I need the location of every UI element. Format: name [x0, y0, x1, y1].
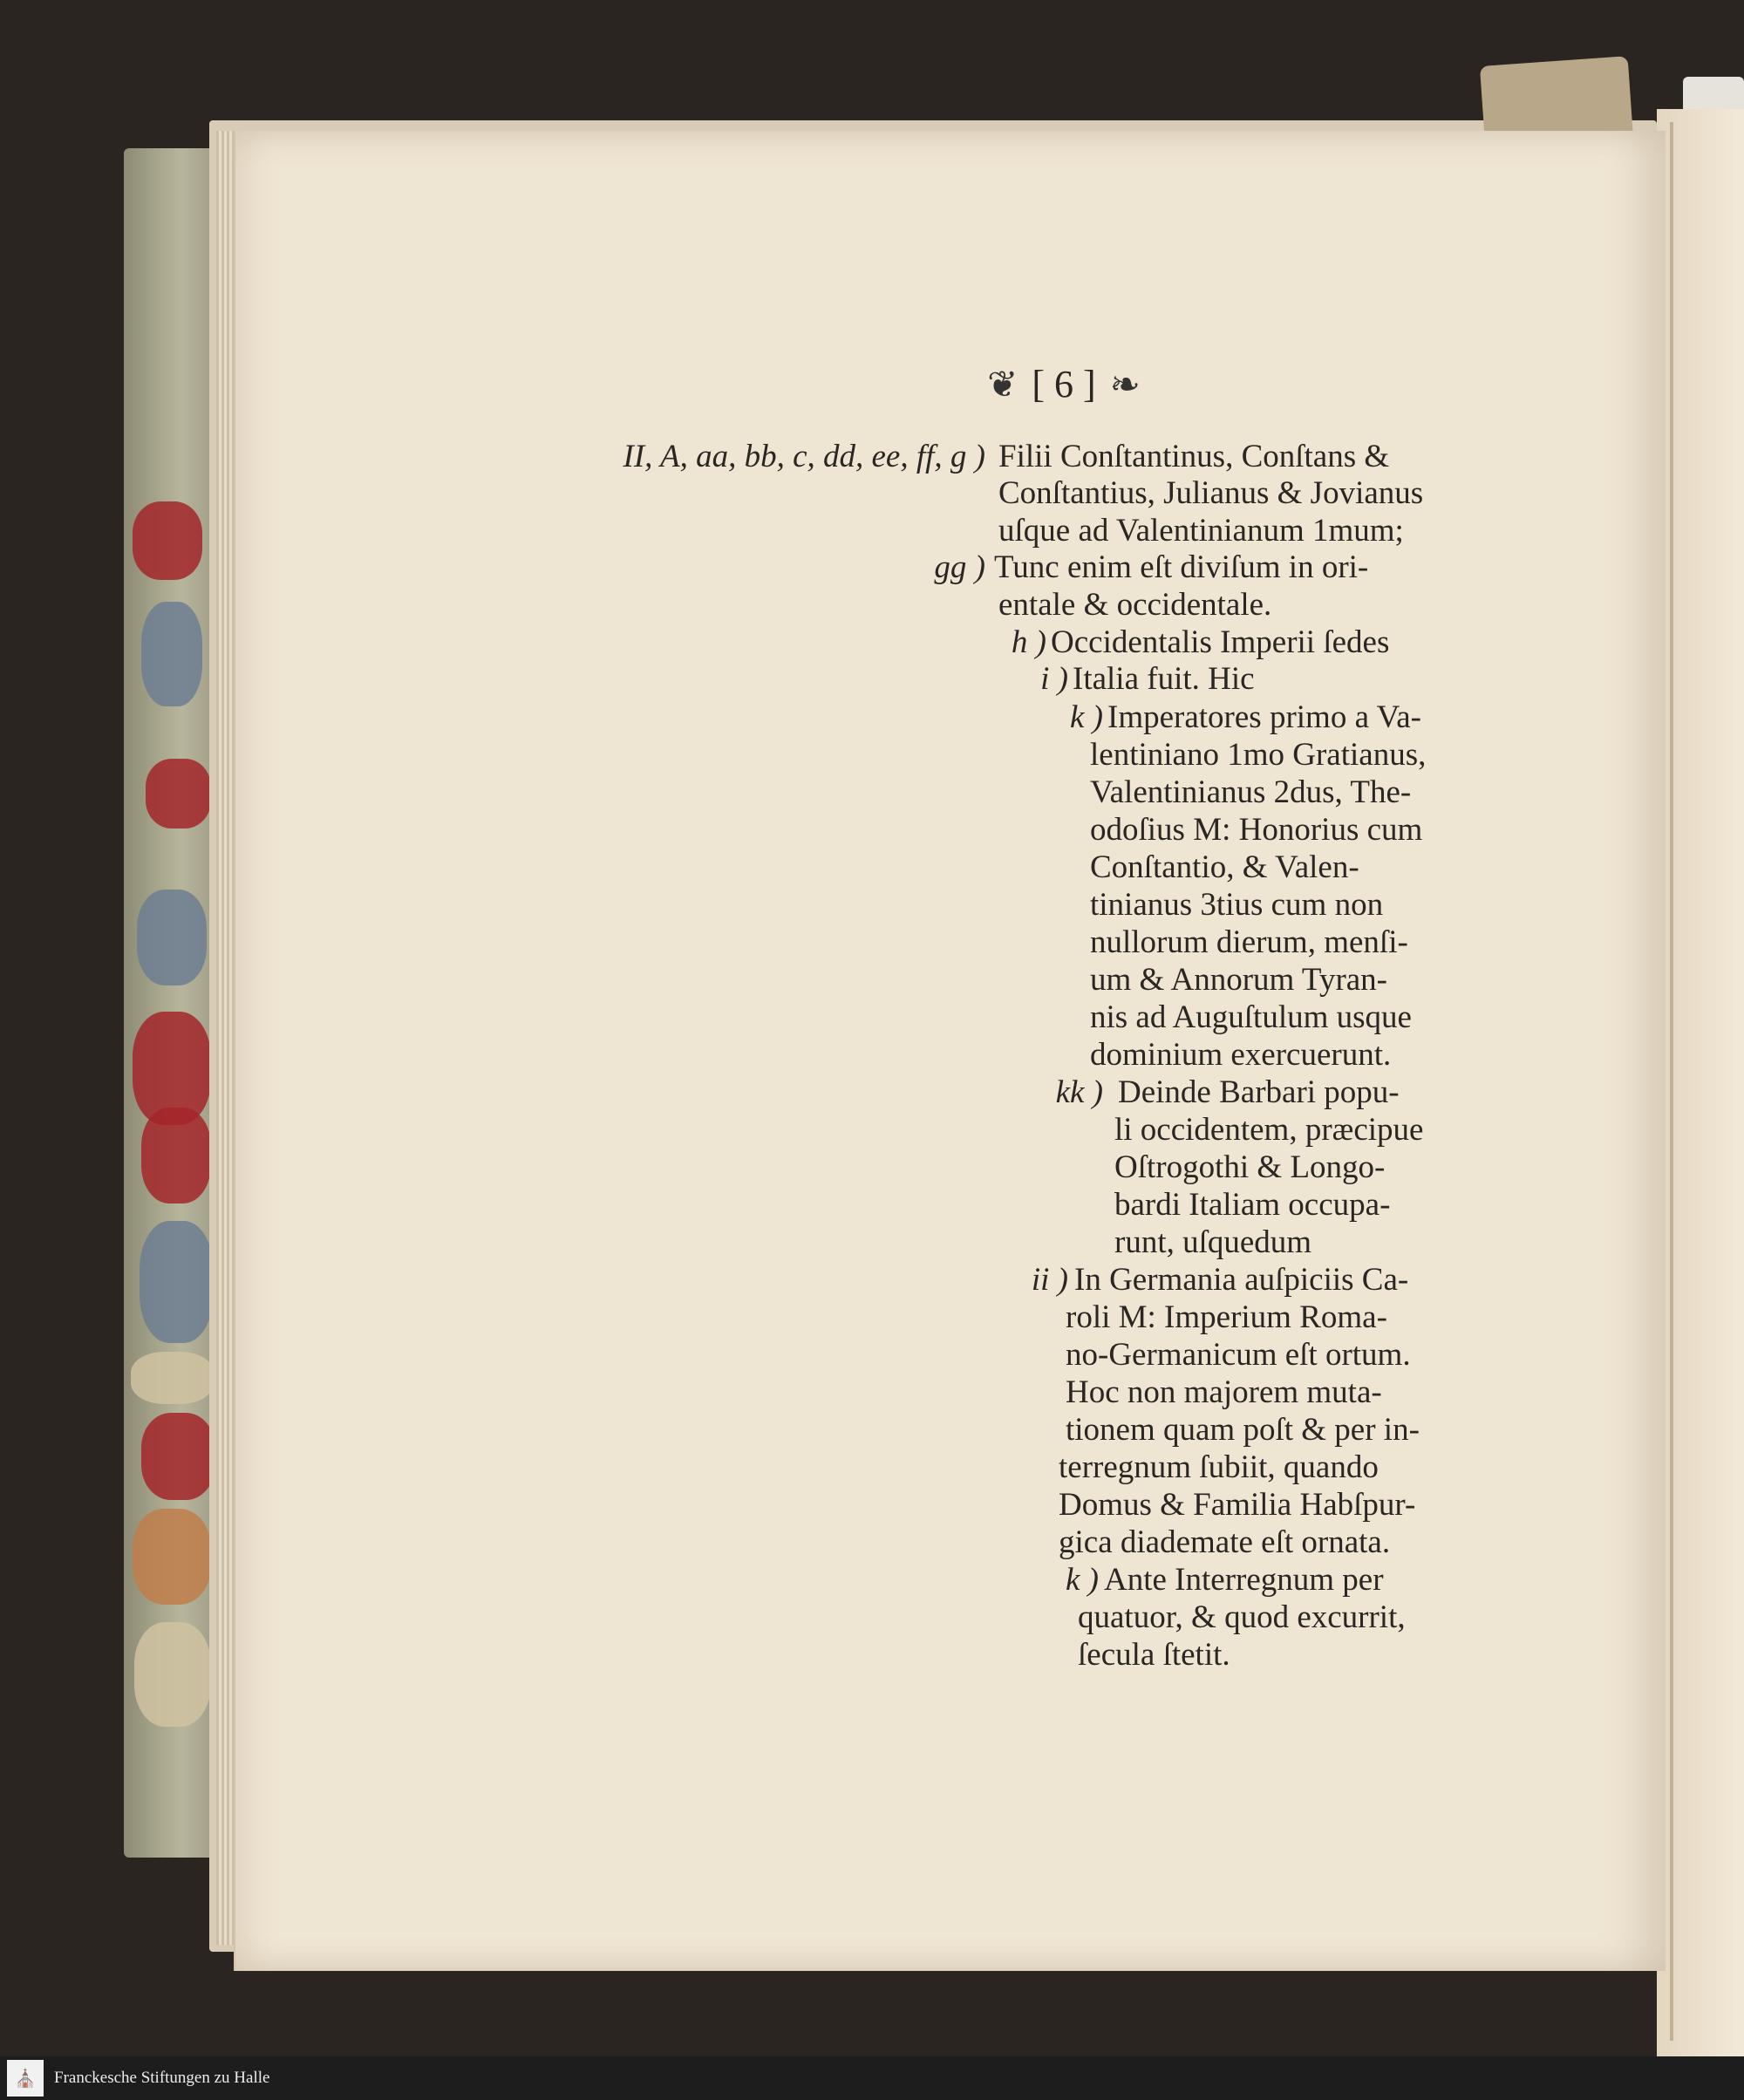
- marble-blot: [141, 1108, 211, 1203]
- text-line: terregnum ſubiit, quando: [1059, 1449, 1379, 1485]
- left-ornament-icon: ❦: [987, 362, 1018, 406]
- footer-bar: [0, 2056, 1744, 2100]
- marble-blot: [146, 759, 211, 828]
- text-line: Deinde Barbari popu-: [1118, 1074, 1400, 1110]
- entry-label: k ): [1066, 1562, 1099, 1598]
- text-line: um & Annorum Tyran-: [1090, 962, 1388, 998]
- text-line: nis ad Auguſtulum usque: [1090, 999, 1412, 1035]
- text-line: no-Germanicum eſt ortum.: [1066, 1337, 1411, 1373]
- text-line: Conſtantio, & Valen-: [1090, 849, 1359, 885]
- entry-label: h ): [1011, 624, 1046, 660]
- text-line: Valentinianus 2dus, The-: [1090, 774, 1412, 810]
- text-line: li occidentem, præcipue: [1114, 1112, 1424, 1148]
- text-line: Hoc non majorem muta-: [1066, 1374, 1382, 1410]
- text-line: Ante Interregnum per: [1104, 1562, 1384, 1598]
- gutter-line: [1670, 122, 1673, 2041]
- page-stack-edge: [216, 131, 234, 1945]
- entry-label: II, A, aa, bb, c, dd, ee, ff, g ): [623, 439, 985, 474]
- marble-blot: [131, 1352, 214, 1404]
- franckesche-stiftungen-logo-icon: ⛪: [7, 2060, 44, 2097]
- marble-blot: [134, 1622, 211, 1727]
- text-line: In Germania auſpiciis Ca-: [1074, 1262, 1409, 1298]
- entry-label: k ): [1070, 699, 1103, 735]
- text-line: Domus & Familia Habſpur-: [1059, 1487, 1416, 1523]
- text-line: entale & occidentale.: [998, 587, 1272, 623]
- entry-label: ii ): [1031, 1262, 1068, 1298]
- right-ornament-icon: ❧: [1109, 362, 1141, 406]
- entry-label: i ): [1040, 661, 1068, 697]
- text-line: roli M: Imperium Roma-: [1066, 1299, 1387, 1335]
- marble-blot: [140, 1221, 214, 1343]
- text-line: tionem quam poſt & per in-: [1066, 1412, 1420, 1448]
- marble-blot: [137, 890, 207, 985]
- text-line: runt, uſquedum: [1114, 1224, 1312, 1260]
- text-line: Tunc enim eſt diviſum in ori-: [994, 549, 1369, 585]
- text-line: Imperatores primo a Va-: [1107, 699, 1421, 735]
- text-line: uſque ad Valentinianum 1mum;: [998, 513, 1404, 549]
- text-line: Filii Conſtantinus, Conſtans &: [998, 439, 1390, 474]
- marble-blot: [133, 501, 202, 580]
- marbled-cover: [124, 148, 220, 1858]
- text-line: Conſtantius, Julianus & Jovianus: [998, 475, 1424, 511]
- page-number: [ 6 ]: [1032, 362, 1096, 406]
- text-line: ſecula ſtetit.: [1078, 1637, 1230, 1673]
- marble-blot: [141, 1413, 215, 1500]
- text-line: Oſtrogothi & Longo-: [1114, 1149, 1386, 1185]
- page-header: [933, 358, 1195, 410]
- text-line: Occidentalis Imperii ſedes: [1051, 624, 1390, 660]
- text-line: nullorum dierum, menſi-: [1090, 924, 1408, 960]
- marble-blot: [133, 1509, 211, 1605]
- text-line: tinianus 3tius cum non: [1090, 887, 1384, 923]
- text-line: quatuor, & quod excurrit,: [1078, 1599, 1406, 1635]
- text-line: odoſius M: Honorius cum: [1090, 812, 1423, 848]
- text-line: bardi Italiam occupa-: [1114, 1187, 1391, 1223]
- marble-blot: [141, 602, 202, 706]
- text-line: dominium exercuerunt.: [1090, 1037, 1392, 1073]
- text-line: Italia fuit. Hic: [1073, 661, 1255, 697]
- entry-label: kk ): [1055, 1074, 1103, 1110]
- footer-credit: Franckesche Stiftungen zu Halle: [54, 2069, 270, 2087]
- entry-label: gg ): [934, 549, 985, 585]
- text-line: lentiniano 1mo Gratianus,: [1090, 737, 1427, 773]
- text-line: gica diademate eſt ornata.: [1059, 1524, 1391, 1560]
